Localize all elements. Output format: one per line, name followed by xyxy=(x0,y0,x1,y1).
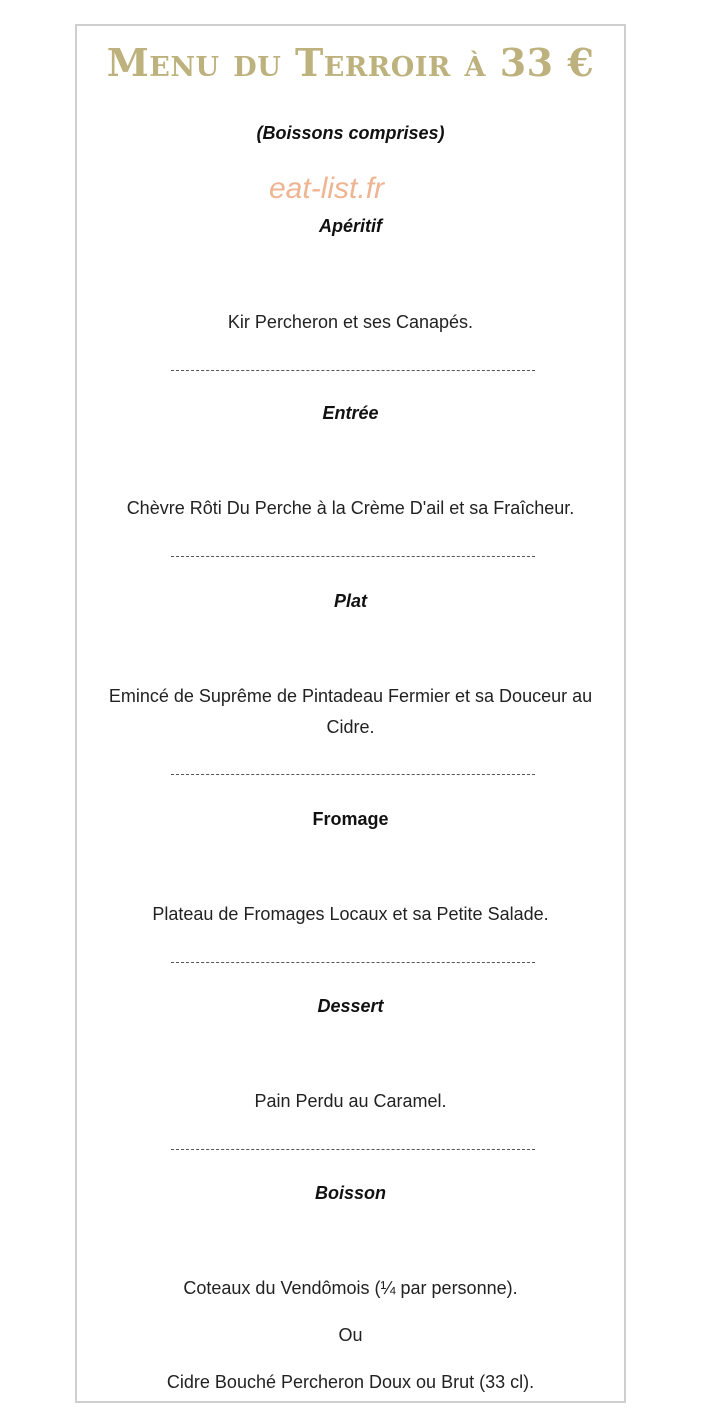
menu-card xyxy=(75,24,626,1403)
menu-item-boisson-2: Cidre Bouché Percheron Doux ou Brut (33 cl). xyxy=(166,1372,535,1392)
section-heading-entree: Entrée xyxy=(322,403,379,423)
section-divider xyxy=(171,370,535,371)
section-heading-plat: Plat xyxy=(333,591,367,611)
menu-item-dessert: Pain Perdu au Caramel. xyxy=(254,1091,447,1111)
menu-title: Menu du Terroir à 33 € xyxy=(106,40,595,85)
watermark: eat-list.fr xyxy=(269,172,385,205)
menu-item-fromage: Plateau de Fromages Locaux et sa Petite Salade. xyxy=(152,904,549,924)
section-heading-boisson: Boisson xyxy=(314,1183,386,1203)
section-divider xyxy=(171,1149,535,1150)
menu-item-boisson-or: Ou xyxy=(338,1325,363,1345)
section-heading-fromage: Fromage xyxy=(312,809,389,829)
menu-item-boisson-1: Coteaux du Vendômois (¼ par personne). xyxy=(183,1278,518,1298)
menu-item-plat: Emincé de Suprême de Pintadeau Fermier et sa Douceur au Cidre. xyxy=(108,686,593,737)
menu-item-aperitif: Kir Percheron et ses Canapés. xyxy=(227,312,474,332)
section-heading-aperitif: Apéritif xyxy=(319,216,382,236)
menu-item-entree: Chèvre Rôti Du Perche à la Crème D'ail et sa Fraîcheur. xyxy=(126,498,575,518)
section-divider xyxy=(171,556,535,557)
menu-subtitle: (Boissons comprises) xyxy=(256,123,445,143)
section-divider xyxy=(171,962,535,963)
section-heading-dessert: Dessert xyxy=(317,996,384,1016)
section-divider xyxy=(171,774,535,775)
